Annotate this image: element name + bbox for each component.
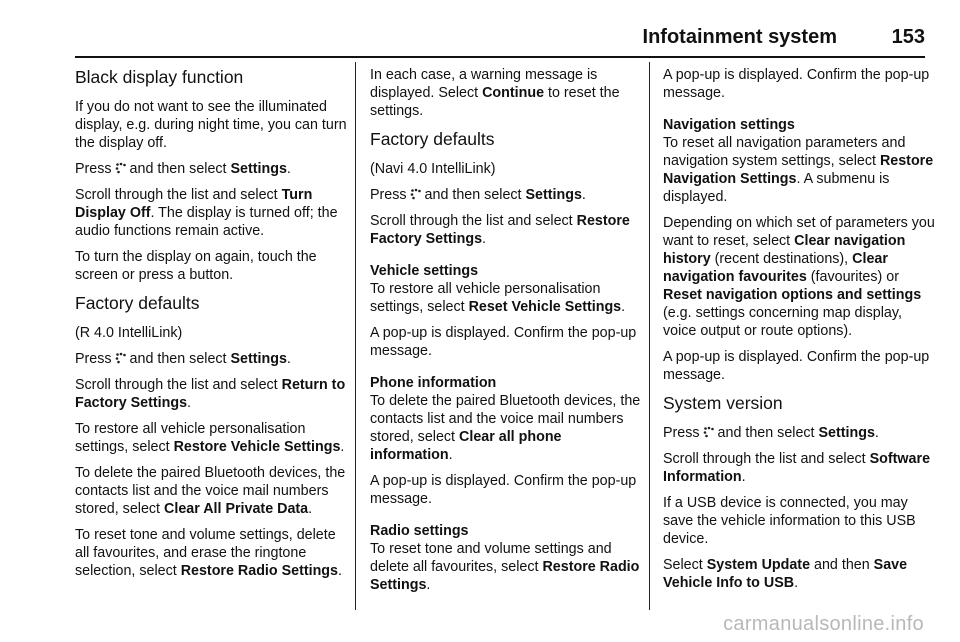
home-menu-icon	[410, 188, 422, 200]
menu-term: Restore Factory Settings	[370, 213, 630, 247]
paragraph: Scroll through the list and select Turn Display Off. The display is turned off; the audio functions remain active.	[75, 187, 338, 239]
menu-term: Restore Radio Settings	[370, 559, 640, 593]
header-rule	[75, 56, 925, 58]
paragraph: To reset all navigation parameters and navigation system settings, select Restore Navigation Settings. A submenu is displayed.	[663, 135, 934, 205]
paragraph: To reset tone and volume settings, delete all favourites, and erase the ringtone selection, select Restore Radio Settings.	[75, 527, 342, 579]
paragraph: To turn the display on again, touch the screen or press a button.	[75, 249, 317, 283]
menu-term: Restore Navigation Settings	[663, 153, 934, 187]
menu-term: Restore Radio Settings	[180, 563, 338, 579]
watermark: carmanualsonline.info	[723, 613, 924, 635]
menu-term: Reset Vehicle Settings	[468, 299, 622, 315]
page-number: 153	[891, 26, 925, 48]
menu-term: Restore Vehicle Settings	[173, 439, 341, 455]
variant-label: (R 4.0 IntelliLink)	[75, 325, 183, 341]
paragraph: Select System Update and then Save Vehicle Info to USB.	[663, 557, 908, 591]
subheading-radio-settings: Radio settings	[370, 523, 469, 539]
column-divider-2	[649, 62, 650, 610]
menu-term: Reset navigation options and settings	[663, 287, 922, 303]
paragraph: A pop-up is displayed. Confirm the pop-up message.	[663, 349, 930, 383]
paragraph: Press and then select Settings.	[75, 351, 291, 367]
paragraph: A pop-up is displayed. Confirm the pop-up message.	[663, 67, 930, 101]
paragraph: Press and then select Settings.	[75, 161, 291, 177]
menu-term: Clear navigation history	[663, 233, 906, 267]
home-menu-icon	[115, 352, 127, 364]
paragraph: A pop-up is displayed. Confirm the pop-up message.	[370, 473, 637, 507]
home-menu-icon	[115, 162, 127, 174]
paragraph: Depending on which set of parameters you want to reset, select Clear navigation history (recent destinations), Clear navigation favourites (favourites) or Reset navigation options and settings (e.g. settings concerning map display, voice output or route options).	[663, 215, 935, 339]
subheading-navigation-settings: Navigation settings	[663, 117, 795, 133]
subheading-phone-information: Phone information	[370, 375, 497, 391]
header-title: Infotainment system	[642, 26, 837, 48]
menu-term: Save Vehicle Info to USB	[663, 557, 908, 591]
page-header	[75, 26, 925, 54]
menu-term: Settings	[230, 161, 287, 177]
menu-term: Clear navigation favourites	[663, 251, 888, 285]
paragraph: To reset tone and volume settings and delete all favourites, select Restore Radio Settings.	[370, 541, 640, 593]
column-divider-1	[355, 62, 356, 610]
paragraph: Scroll through the list and select Software Information.	[663, 451, 931, 485]
menu-term: Clear all phone information	[370, 429, 562, 463]
paragraph: If you do not want to see the illuminated display, e.g. during night time, you can turn the display off.	[75, 99, 347, 151]
menu-term: Software Information	[663, 451, 931, 485]
paragraph: To delete the paired Bluetooth devices, the contacts list and the voice mail numbers stored, select Clear all phone information.	[370, 393, 641, 463]
menu-term: Continue	[482, 85, 545, 101]
section-heading-black-display: Black display function	[75, 67, 244, 87]
paragraph: Scroll through the list and select Return to Factory Settings.	[75, 377, 346, 411]
column-2	[370, 66, 646, 602]
menu-term: Clear All Private Data	[164, 501, 309, 517]
column-1	[75, 66, 351, 588]
paragraph: In each case, a warning message is displayed. Select Continue to reset the settings.	[370, 67, 620, 119]
home-menu-icon	[703, 426, 715, 438]
paragraph: To restore all vehicle personalisation settings, select Reset Vehicle Settings.	[370, 281, 626, 315]
variant-label: (Navi 4.0 IntelliLink)	[370, 161, 496, 177]
paragraph: Press and then select Settings.	[370, 187, 586, 203]
section-heading-factory-defaults: Factory defaults	[75, 293, 200, 313]
paragraph: A pop-up is displayed. Confirm the pop-up message.	[370, 325, 637, 359]
paragraph: To restore all vehicle personalisation settings, select Restore Vehicle Settings.	[75, 421, 345, 455]
menu-term: Turn Display Off	[75, 187, 313, 221]
paragraph: Press and then select Settings.	[663, 425, 879, 441]
column-3	[663, 66, 939, 600]
menu-term: Settings	[230, 351, 287, 367]
menu-term: Return to Factory Settings	[75, 377, 346, 411]
paragraph: To delete the paired Bluetooth devices, the contacts list and the voice mail numbers stored, select Clear All Private Data.	[75, 465, 346, 517]
menu-term: Settings	[818, 425, 875, 441]
paragraph: Scroll through the list and select Restore Factory Settings.	[370, 213, 630, 247]
menu-term: System Update	[706, 557, 811, 573]
menu-term: Settings	[525, 187, 582, 203]
paragraph: If a USB device is connected, you may save the vehicle information to this USB device.	[663, 495, 916, 547]
section-heading-factory-defaults: Factory defaults	[370, 129, 495, 149]
subheading-vehicle-settings: Vehicle settings	[370, 263, 479, 279]
section-heading-system-version: System version	[663, 393, 783, 413]
